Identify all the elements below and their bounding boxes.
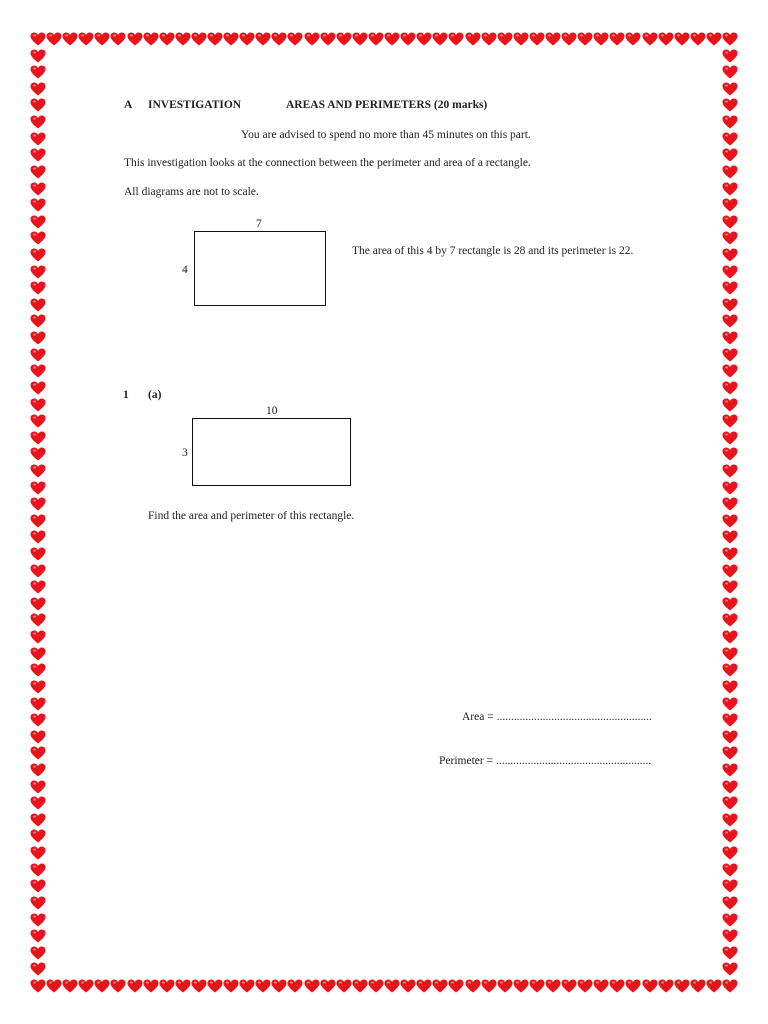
heart-icon	[722, 763, 738, 777]
heart-icon	[30, 314, 46, 328]
heart-icon	[529, 32, 545, 46]
time-advice: You are advised to spend no more than 45 minutes on this part.	[241, 129, 531, 141]
heart-icon	[143, 32, 159, 46]
heart-icon	[30, 580, 46, 594]
heart-icon	[561, 32, 577, 46]
question-prompt: Find the area and perimeter of this rectangle.	[148, 510, 355, 522]
heart-icon	[722, 913, 738, 927]
heart-icon	[722, 564, 738, 578]
heart-icon	[30, 364, 46, 378]
heart-icon	[30, 464, 46, 478]
section-letter: A	[124, 99, 133, 111]
heart-icon	[30, 148, 46, 162]
heart-icon	[593, 979, 609, 993]
heart-icon	[46, 32, 62, 46]
heart-icon	[722, 198, 738, 212]
heart-icon	[30, 182, 46, 196]
heart-icon	[30, 281, 46, 295]
heart-icon	[609, 979, 625, 993]
heart-icon	[30, 98, 46, 112]
heart-icon	[545, 32, 561, 46]
heart-icon	[722, 962, 738, 976]
heart-icon	[722, 314, 738, 328]
heart-icon	[722, 298, 738, 312]
heart-icon	[384, 979, 400, 993]
heart-icon	[30, 962, 46, 976]
heart-icon	[400, 979, 416, 993]
heart-icon	[722, 331, 738, 345]
heart-icon	[30, 663, 46, 677]
heart-icon	[30, 115, 46, 129]
heart-icon	[30, 547, 46, 561]
heart-icon	[722, 929, 738, 943]
heart-icon	[30, 564, 46, 578]
perimeter-answer-line[interactable]: Perimeter = ......................................................	[439, 755, 652, 767]
heart-icon	[529, 979, 545, 993]
heart-icon	[465, 32, 481, 46]
intro-text: This investigation looks at the connection between the perimeter and area of a rectangle.	[124, 157, 531, 169]
question-rectangle	[192, 418, 351, 486]
heart-icon	[722, 829, 738, 843]
heart-icon	[30, 414, 46, 428]
heart-icon	[722, 946, 738, 960]
heart-icon	[722, 530, 738, 544]
heart-icon	[223, 979, 239, 993]
heart-icon	[722, 398, 738, 412]
heart-icon	[497, 979, 513, 993]
question-part: (a)	[148, 389, 162, 401]
heart-icon	[30, 331, 46, 345]
heart-icon	[287, 979, 303, 993]
heart-icon	[625, 32, 641, 46]
heart-icon	[30, 896, 46, 910]
heart-icon	[722, 65, 738, 79]
heart-icon	[30, 298, 46, 312]
heart-icon	[30, 979, 46, 993]
heart-icon	[658, 32, 674, 46]
heart-icon	[30, 198, 46, 212]
heart-icon	[30, 730, 46, 744]
heart-icon	[722, 497, 738, 511]
heart-icon	[30, 796, 46, 810]
heart-icon	[722, 730, 738, 744]
section-title: AREAS AND PERIMETERS (20 marks)	[286, 99, 488, 111]
section-label: INVESTIGATION	[148, 99, 242, 111]
heart-icon	[143, 979, 159, 993]
heart-icon	[561, 979, 577, 993]
heart-icon	[207, 32, 223, 46]
heart-icon	[384, 32, 400, 46]
heart-icon	[706, 979, 722, 993]
heart-icon	[30, 32, 46, 46]
heart-icon	[30, 398, 46, 412]
heart-icon	[722, 796, 738, 810]
heart-icon	[304, 32, 320, 46]
heart-icon	[30, 746, 46, 760]
heart-icon	[239, 32, 255, 46]
heart-icon	[30, 763, 46, 777]
heart-icon	[30, 913, 46, 927]
question-number: 1	[123, 389, 129, 401]
heart-icon	[30, 813, 46, 827]
heart-icon	[722, 813, 738, 827]
heart-icon	[207, 979, 223, 993]
heart-icon	[320, 979, 336, 993]
heart-icon	[352, 32, 368, 46]
heart-icon	[78, 979, 94, 993]
heart-icon	[304, 979, 320, 993]
heart-icon	[30, 248, 46, 262]
heart-icon	[722, 464, 738, 478]
heart-icon	[722, 115, 738, 129]
question-width-label: 10	[266, 405, 278, 417]
heart-icon	[722, 663, 738, 677]
heart-icon	[30, 514, 46, 528]
heart-icon	[191, 32, 207, 46]
heart-icon	[352, 979, 368, 993]
heart-icon	[30, 946, 46, 960]
heart-icon	[127, 32, 143, 46]
heart-icon	[30, 863, 46, 877]
heart-icon	[30, 613, 46, 627]
heart-icon	[432, 32, 448, 46]
heart-icon	[336, 979, 352, 993]
heart-icon	[94, 979, 110, 993]
heart-icon	[513, 32, 529, 46]
heart-icon	[30, 829, 46, 843]
heart-icon	[271, 979, 287, 993]
heart-icon	[127, 979, 143, 993]
heart-icon	[30, 132, 46, 146]
heart-icon	[191, 979, 207, 993]
heart-icon	[722, 148, 738, 162]
heart-icon	[722, 431, 738, 445]
heart-icon	[593, 32, 609, 46]
heart-icon	[175, 32, 191, 46]
heart-icon	[255, 32, 271, 46]
heart-icon	[722, 613, 738, 627]
heart-icon	[690, 979, 706, 993]
heart-icon	[400, 32, 416, 46]
heart-icon	[46, 979, 62, 993]
example-width-label: 7	[256, 218, 262, 230]
heart-icon	[30, 481, 46, 495]
heart-icon	[722, 165, 738, 179]
heart-icon	[722, 597, 738, 611]
example-caption: The area of this 4 by 7 rectangle is 28 and its perimeter is 22.	[352, 245, 634, 257]
heart-icon	[336, 32, 352, 46]
heart-icon	[722, 49, 738, 63]
heart-icon	[722, 281, 738, 295]
heart-icon	[223, 32, 239, 46]
heart-icon	[722, 697, 738, 711]
heart-icon	[577, 32, 593, 46]
example-height-label: 4	[182, 264, 188, 276]
heart-icon	[30, 530, 46, 544]
heart-icon	[481, 979, 497, 993]
heart-icon	[30, 780, 46, 794]
heart-icon	[674, 32, 690, 46]
heart-icon	[368, 32, 384, 46]
area-answer-line[interactable]: Area = ......................................................	[462, 711, 652, 723]
heart-icon	[320, 32, 336, 46]
question-height-label: 3	[182, 447, 188, 459]
heart-icon	[110, 979, 126, 993]
heart-icon	[722, 713, 738, 727]
heart-icon	[722, 364, 738, 378]
heart-icon	[497, 32, 513, 46]
heart-icon	[722, 780, 738, 794]
heart-icon	[722, 547, 738, 561]
heart-icon	[722, 580, 738, 594]
heart-icon	[30, 265, 46, 279]
heart-icon	[30, 49, 46, 63]
heart-icon	[722, 265, 738, 279]
heart-icon	[159, 32, 175, 46]
heart-icon	[625, 979, 641, 993]
heart-icon	[722, 979, 738, 993]
heart-icon	[545, 979, 561, 993]
heart-icon	[722, 680, 738, 694]
heart-icon	[722, 98, 738, 112]
heart-icon	[722, 846, 738, 860]
heart-icon	[30, 447, 46, 461]
heart-icon	[287, 32, 303, 46]
heart-icon	[722, 231, 738, 245]
heart-icon	[577, 979, 593, 993]
heart-icon	[30, 215, 46, 229]
heart-icon	[30, 713, 46, 727]
heart-icon	[110, 32, 126, 46]
heart-icon	[722, 348, 738, 362]
heart-icon	[722, 32, 738, 46]
heart-icon	[722, 132, 738, 146]
heart-icon	[722, 481, 738, 495]
heart-icon	[30, 630, 46, 644]
scale-note: All diagrams are not to scale.	[124, 186, 259, 198]
heart-icon	[30, 231, 46, 245]
heart-icon	[722, 647, 738, 661]
heart-icon	[722, 896, 738, 910]
heart-icon	[30, 348, 46, 362]
heart-icon	[30, 381, 46, 395]
heart-icon	[255, 979, 271, 993]
heart-icon	[30, 431, 46, 445]
heart-icon	[722, 182, 738, 196]
heart-icon	[94, 32, 110, 46]
heart-icon	[722, 82, 738, 96]
heart-icon	[30, 165, 46, 179]
heart-icon	[674, 979, 690, 993]
heart-icon	[658, 979, 674, 993]
heart-icon	[416, 32, 432, 46]
heart-icon	[30, 647, 46, 661]
heart-icon	[722, 879, 738, 893]
heart-icon	[706, 32, 722, 46]
heart-icon	[30, 846, 46, 860]
heart-icon	[30, 697, 46, 711]
heart-icon	[642, 32, 658, 46]
heart-icon	[642, 979, 658, 993]
heart-icon	[159, 979, 175, 993]
heart-icon	[609, 32, 625, 46]
heart-icon	[690, 32, 706, 46]
heart-icon	[722, 248, 738, 262]
heart-icon	[239, 979, 255, 993]
heart-icon	[30, 597, 46, 611]
heart-icon	[175, 979, 191, 993]
heart-icon	[271, 32, 287, 46]
heart-icon	[30, 65, 46, 79]
heart-icon	[30, 680, 46, 694]
heart-icon	[481, 32, 497, 46]
heart-icon	[368, 979, 384, 993]
heart-icon	[62, 32, 78, 46]
heart-icon	[30, 879, 46, 893]
heart-icon	[448, 32, 464, 46]
heart-icon	[30, 82, 46, 96]
heart-icon	[465, 979, 481, 993]
heart-icon	[30, 497, 46, 511]
heart-icon	[448, 979, 464, 993]
heart-icon	[722, 215, 738, 229]
heart-icon	[30, 929, 46, 943]
heart-icon	[722, 414, 738, 428]
heart-icon	[722, 863, 738, 877]
heart-icon	[62, 979, 78, 993]
heart-icon	[513, 979, 529, 993]
heart-icon	[78, 32, 94, 46]
example-rectangle	[194, 231, 326, 306]
heart-icon	[722, 746, 738, 760]
heart-icon	[416, 979, 432, 993]
heart-icon	[722, 381, 738, 395]
heart-icon	[722, 447, 738, 461]
heart-icon	[722, 630, 738, 644]
heart-icon	[722, 514, 738, 528]
heart-icon	[432, 979, 448, 993]
